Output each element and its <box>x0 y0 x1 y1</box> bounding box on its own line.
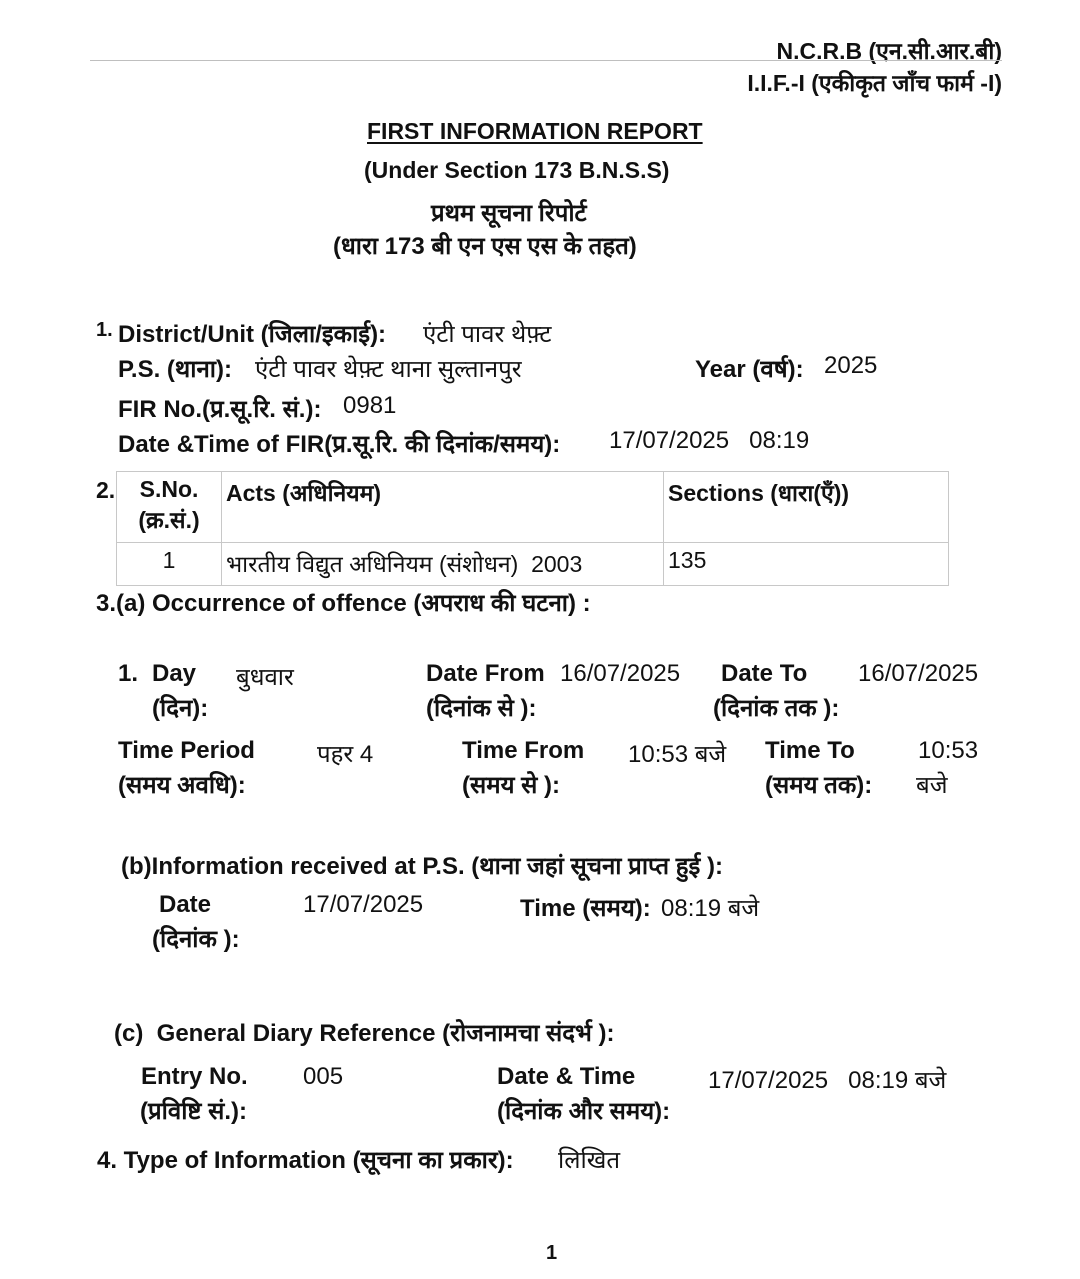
diary-datetime-label: Date & Time <box>497 1063 636 1090</box>
entry-number-label-hindi: (प्रविष्टि सं.): <box>140 1098 247 1125</box>
time-period-label: Time Period <box>118 737 255 764</box>
page-number: 1 <box>546 1242 558 1264</box>
diary-datetime-label-hindi: (दिनांक और समय): <box>497 1098 671 1125</box>
date-to-label-hindi: (दिनांक तक ): <box>713 695 840 722</box>
day-label: Day <box>152 660 197 687</box>
fir-number-value: 0981 <box>343 392 397 419</box>
section-2-number: 2. <box>96 477 116 503</box>
date-from-label: Date From <box>426 660 545 687</box>
report-title-hindi: प्रथम सूचना रिपोर्ट <box>431 200 587 227</box>
sections-header: Sections (धारा(एँ)) <box>664 472 949 543</box>
fir-datetime-label: Date &Time of FIR(प्र.सू.रि. की दिनांक/समय): <box>118 431 561 458</box>
iif-heading: I.I.F.-I (एकीकृत जाँच फार्म -I) <box>747 70 1002 96</box>
police-station-value: एंटी पावर थेफ़्ट थाना सुल्तानपुर <box>255 356 522 383</box>
sno-header <box>117 472 222 543</box>
row-sno: 1 <box>117 543 222 586</box>
time-period-value: पहर 4 <box>317 741 374 768</box>
info-received-heading: (b)Information received at P.S. (थाना जहां सूचना प्राप्त हुई ): <box>121 853 723 880</box>
ncrb-heading: N.C.R.B (एन.सी.आर.बी) <box>776 38 1002 64</box>
row-act: भारतीय विद्युत अधिनियम (संशोधन) 2003 <box>222 543 664 586</box>
information-type-label: 4. Type of Information (सूचना का प्रकार): <box>97 1147 514 1174</box>
date-to-label: Date To <box>721 660 808 687</box>
information-type-value: लिखित <box>558 1147 621 1174</box>
day-number: 1. <box>118 660 139 687</box>
report-section-en: (Under Section 173 B.N.S.S) <box>364 157 670 183</box>
time-from-label: Time From <box>462 737 585 764</box>
sno-header-hi: (क्र.सं.) <box>138 507 200 533</box>
diary-datetime-value: 17/07/2025 08:19 बजे <box>708 1067 947 1094</box>
year-value: 2025 <box>824 352 878 379</box>
time-to-value: 10:53 <box>918 737 979 764</box>
fir-number-label: FIR No.(प्र.सू.रि. सं.): <box>118 396 322 423</box>
received-date-label: Date <box>159 891 212 918</box>
time-to-label-hindi: (समय तक): <box>765 772 873 799</box>
time-period-label-hindi: (समय अवधि): <box>118 772 246 799</box>
day-label-hindi: (दिन): <box>152 695 209 722</box>
entry-number-label: Entry No. <box>141 1063 248 1090</box>
report-title: FIRST INFORMATION REPORT <box>367 118 703 144</box>
year-label: Year (वर्ष): <box>695 356 804 383</box>
occurrence-heading: 3.(a) Occurrence of offence (अपराध की घटना) : <box>96 590 591 617</box>
district-label: District/Unit (जिला/इकाई): <box>118 321 387 348</box>
district-value: एंटी पावर थेफ़्ट <box>423 321 552 348</box>
police-station-label: P.S. (थाना): <box>118 356 232 383</box>
time-to-label: Time To <box>765 737 855 764</box>
acts-header: Acts (अधिनियम) <box>222 472 664 543</box>
day-value: बुधवार <box>236 664 294 691</box>
general-diary-heading: (c) General Diary Reference (रोजनामचा संदर्भ ): <box>114 1020 615 1047</box>
report-section-hi: (धारा 173 बी एन एस एस के तहत) <box>333 233 637 260</box>
time-from-value: 10:53 बजे <box>628 741 727 768</box>
section-1-number: 1. <box>96 319 113 341</box>
time-to-value-suffix: बजे <box>916 772 948 799</box>
date-from-value: 16/07/2025 <box>560 660 681 687</box>
header-divider <box>90 60 1002 61</box>
entry-number-value: 005 <box>303 1063 344 1090</box>
fir-datetime-value: 17/07/2025 08:19 <box>609 427 810 454</box>
sno-header-en: S.No. <box>139 476 199 502</box>
table-header-row <box>117 472 949 543</box>
received-date-value: 17/07/2025 <box>303 891 424 918</box>
received-time-label: Time (समय): <box>520 895 651 922</box>
row-section: 135 <box>664 543 949 586</box>
received-time-value: 08:19 बजे <box>661 895 760 922</box>
date-from-label-hindi: (दिनांक से ): <box>426 695 537 722</box>
table-row <box>117 543 949 586</box>
time-from-label-hindi: (समय से ): <box>462 772 561 799</box>
acts-table <box>116 471 949 586</box>
date-to-value: 16/07/2025 <box>858 660 979 687</box>
received-date-label-hindi: (दिनांक ): <box>152 926 240 953</box>
